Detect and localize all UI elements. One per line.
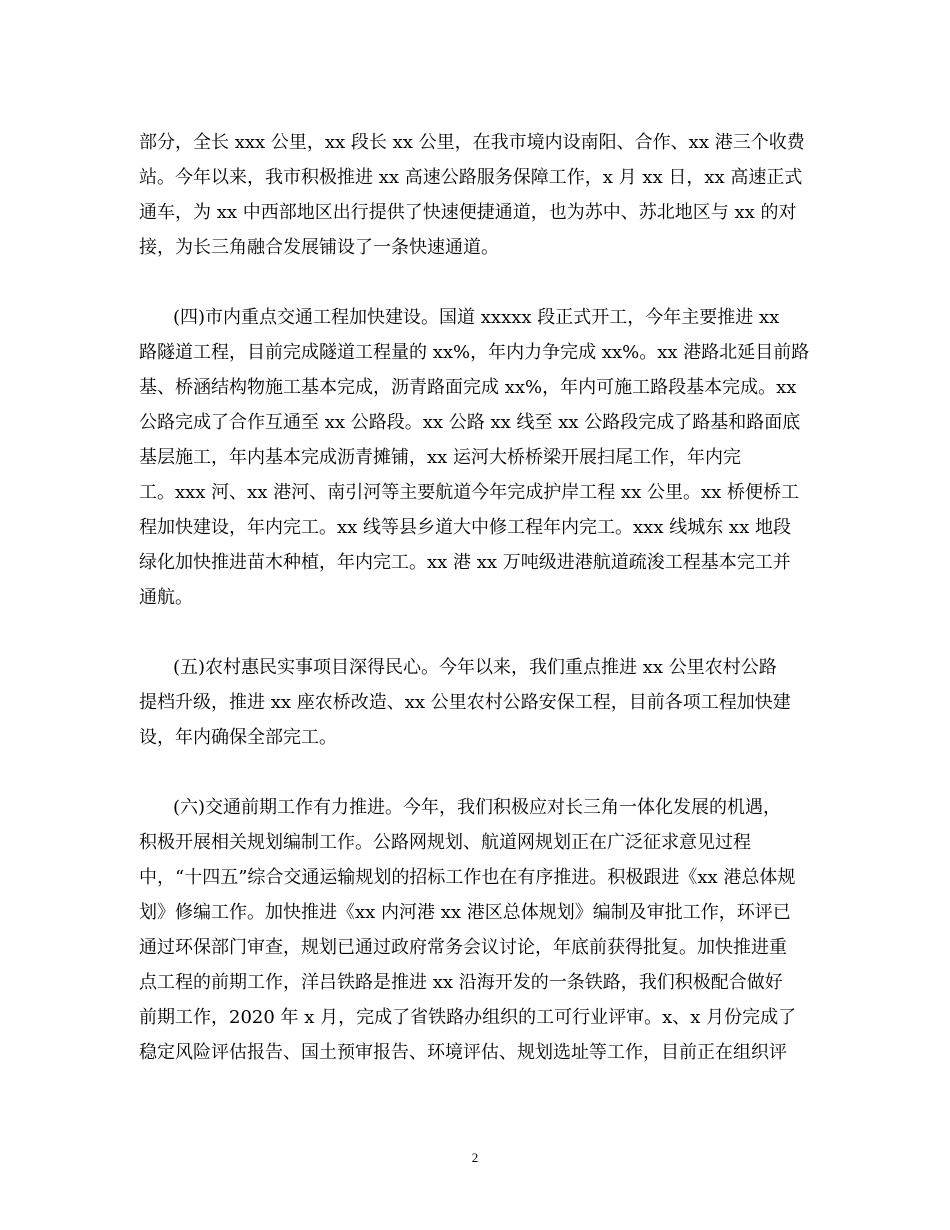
paragraph-6 bbox=[139, 790, 811, 1070]
text-line: 通车，为 xx 中西部地区出行提供了快速便捷通道，也为苏中、苏北地区与 xx 的对 bbox=[139, 202, 797, 223]
text-line: 前期工作，2020 年 x 月，完成了省铁路办组织的工可行业评审。x、x 月份完成了 bbox=[139, 1007, 797, 1028]
text-line: 通过环保部门审查，规划已通过政府常务会议讨论，年底前获得批复。加快推进重 bbox=[139, 937, 787, 958]
text-line: (六)交通前期工作有力推进。今年，我们积极应对长三角一体化发展的机遇， bbox=[173, 797, 782, 818]
text-line: 通航。 bbox=[139, 587, 193, 608]
text-line: 中，“十四五”综合交通运输规划的招标工作也在有序推进。积极跟进《xx 港总体规 bbox=[139, 867, 796, 888]
paragraph-5 bbox=[139, 650, 811, 755]
text-line: 设，年内确保全部完工。 bbox=[139, 727, 337, 748]
text-line: 提档升级，推进 xx 座农桥改造、xx 公里农村公路安保工程，目前各项工程加快建 bbox=[139, 692, 791, 713]
text-line: 部分，全长 xxx 公里，xx 段长 xx 公里，在我市境内设南阳、合作、xx 港三个收费 bbox=[139, 132, 805, 153]
page-number: 2 bbox=[471, 1150, 479, 1165]
text-line: 划》修编工作。加快推进《xx 内河港 xx 港区总体规划》编制及审批工作，环评已 bbox=[139, 902, 791, 923]
paragraph-4 bbox=[139, 300, 811, 615]
text-line: 程加快建设，年内完工。xx 线等县乡道大中修工程年内完工。xxx 线城东 xx 地段 bbox=[139, 517, 791, 538]
document-body bbox=[139, 125, 811, 1105]
text-line: 站。今年以来，我市积极推进 xx 高速公路服务保障工作，x 月 xx 日，xx 高速正式 bbox=[139, 167, 803, 188]
text-line: 路隧道工程，目前完成隧道工程量的 xx%，年内力争完成 xx%。xx 港路北延目前路 bbox=[139, 342, 810, 363]
text-line: (五)农村惠民实事项目深得民心。今年以来，我们重点推进 xx 公里农村公路 bbox=[173, 657, 777, 678]
text-line: 工。xxx 河、xx 港河、南引河等主要航道今年完成护岸工程 xx 公里。xx 桥便桥工 bbox=[139, 482, 799, 503]
text-line: 公路完成了合作互通至 xx 公路段。xx 公路 xx 线至 xx 公路段完成了路基和路面底 bbox=[139, 412, 801, 433]
text-line: 接，为长三角融合发展铺设了一条快速通道。 bbox=[139, 237, 499, 258]
text-line: (四)市内重点交通工程加快建设。国道 xxxxx 段正式开工，今年主要推进 xx bbox=[173, 307, 780, 328]
text-line: 点工程的前期工作，洋吕铁路是推进 xx 沿海开发的一条铁路，我们积极配合做好 bbox=[139, 972, 783, 993]
text-line: 绿化加快推进苗木种植，年内完工。xx 港 xx 万吨级进港航道疏浚工程基本完工并 bbox=[139, 552, 791, 573]
text-line: 基、桥涵结构物施工基本完成，沥青路面完成 xx%，年内可施工路段基本完成。xx bbox=[139, 377, 797, 398]
text-line: 稳定风险评估报告、国土预审报告、环境评估、规划选址等工作，目前正在组织评 bbox=[139, 1042, 787, 1063]
text-line: 基层施工，年内基本完成沥青摊铺，xx 运河大桥桥梁开展扫尾工作，年内完 bbox=[139, 447, 742, 468]
text-line: 积极开展相关规划编制工作。公路网规划、航道网规划正在广泛征求意见过程 bbox=[139, 832, 751, 853]
paragraph-1 bbox=[139, 125, 811, 265]
